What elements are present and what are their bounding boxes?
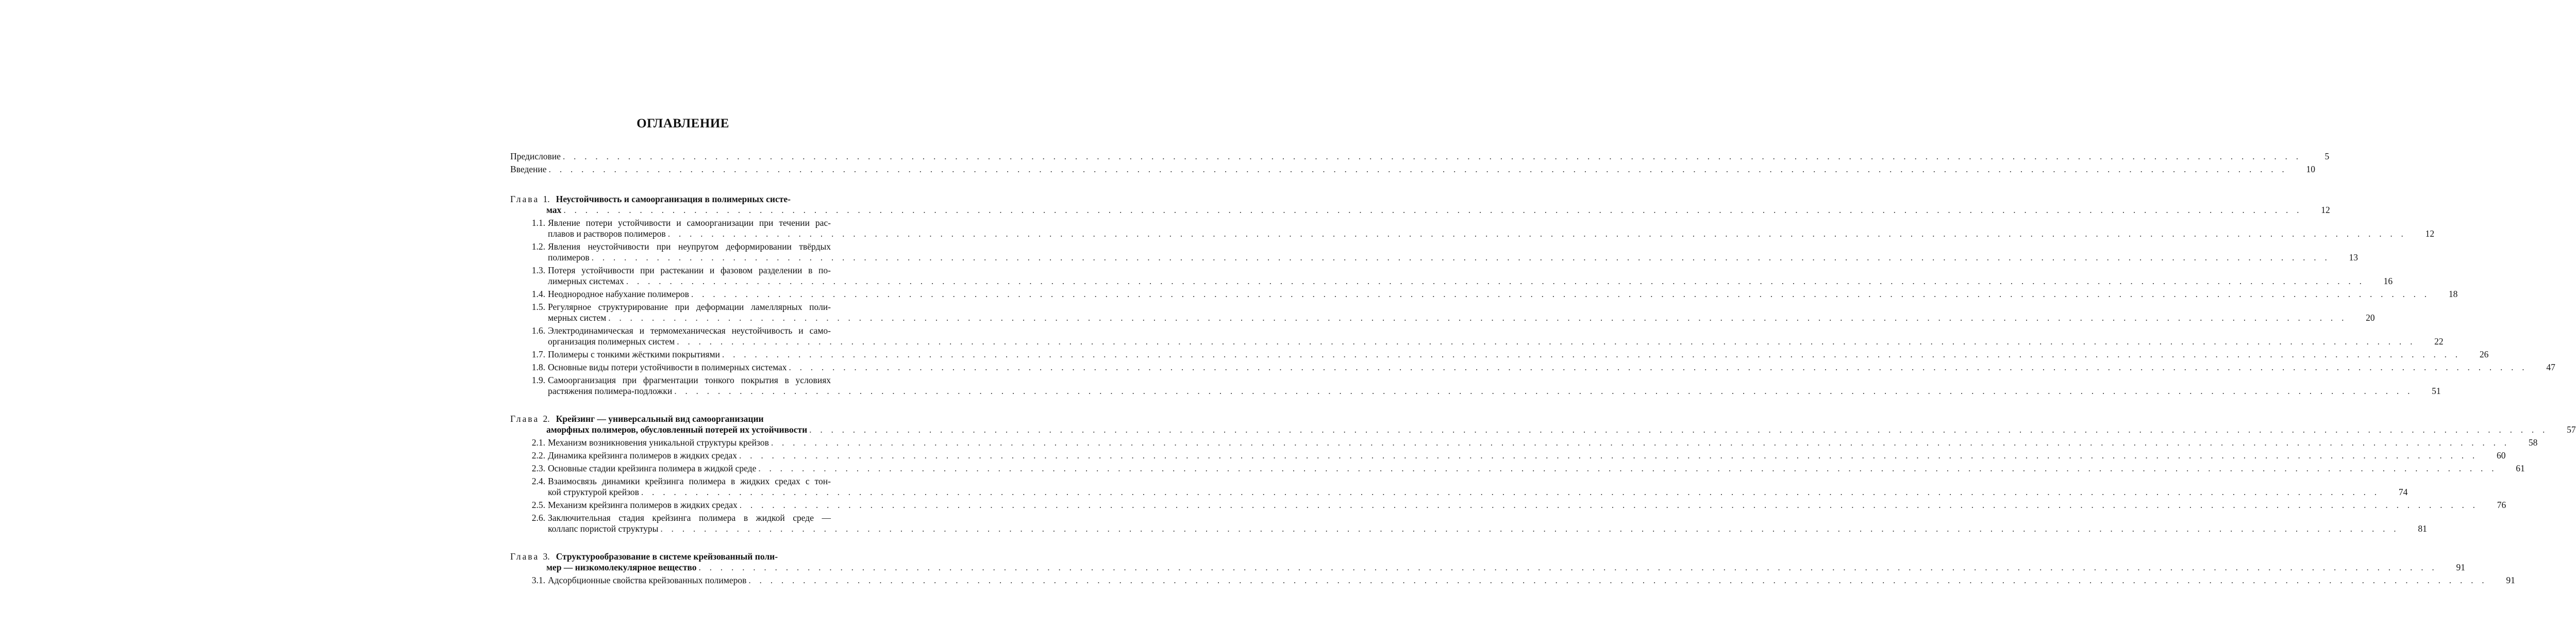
toc-section[interactable] [510, 513, 2427, 534]
chapter-page: 57 [2567, 424, 2576, 435]
section-title: Механизм возникновения уникальной структуры крейзов [548, 437, 771, 448]
chapter-label-word: Глава [510, 551, 540, 562]
chapter-heading[interactable] [510, 414, 856, 424]
section-title: полимеров [548, 252, 592, 262]
dot-leader: . . . . . . . . . . . . . . . . . . . . . . . . . . . . . . . . . . . . . . . . . . . . . . . . . . . . . . . . . . . . . . . . . . . . . . . . . . . . . . . . . . . . . . . . . . . . . . . . . . . . . . . . . . . . . . . . . . . . . . . . . . . . . . . . . . . . . . . . . . . . . . . . . . . . . . . . . . . . . . . . [563, 205, 2302, 215]
toc-entry-page: 5 [2324, 151, 2330, 161]
dot-leader: . . . . . . . . . . . . . . . . . . . . . . . . . . . . . . . . . . . . . . . . . . . . . . . . . . . . . . . . . . . . . . . . . . . . . . . . . . . . . . . . . . . . . . . . . . . . . . . . . . . . . . . . . . . . . . . . . . . . . . . . . . . . . . . . . . . . . . . . . . . . . . . . . . . . . . . . . . . . . . . . [722, 349, 2461, 359]
section-line [548, 386, 2441, 397]
dot-leader: . . . . . . . . . . . . . . . . . . . . . . . . . . . . . . . . . . . . . . . . . . . . . . . . . . . . . . . . . . . . . . . . . . . . . . . . . . . . . . . . . . . . . . . . . . . . . . . . . . . . . . . . . . . . . . . . . . . . . . . . . . . . . . . . . . . . . . . . . . . . . . . . . . . . . . . . . . . . . . . . [748, 575, 2487, 585]
section-number: 1.5. [531, 302, 545, 312]
toc-section[interactable] [510, 450, 2506, 461]
dot-leader: . . . . . . . . . . . . . . . . . . . . . . . . . . . . . . . . . . . . . . . . . . . . . . . . . . . . . . . . . . . . . . . . . . . . . . . . . . . . . . . . . . . . . . . . . . . . . . . . . . . . . . . . . . . . . . . . . . . . . . . . . . . . . . . . . . . . . . . . . . . . . . . . . . . . . . . . . . . . . . . . [809, 424, 2548, 435]
section-body [548, 476, 2408, 498]
section-line [548, 336, 2444, 347]
chapter-page: 91 [2456, 562, 2465, 572]
section-page: 58 [2528, 437, 2538, 448]
toc-section[interactable] [510, 476, 2408, 498]
dot-leader: . . . . . . . . . . . . . . . . . . . . . . . . . . . . . . . . . . . . . . . . . . . . . . . . . . . . . . . . . . . . . . . . . . . . . . . . . . . . . . . . . . . . . . . . . . . . . . . . . . . . . . . . . . . . . . . . . . . . . . . . . . . . . . . . . . . . . . . . . . . . . . . . . . . . . . . . . . . . . . . . [771, 437, 2510, 448]
section-page: 26 [2479, 349, 2489, 359]
section-body [548, 362, 2555, 373]
dot-leader: . . . . . . . . . . . . . . . . . . . . . . . . . . . . . . . . . . . . . . . . . . . . . . . . . . . . . . . . . . . . . . . . . . . . . . . . . . . . . . . . . . . . . . . . . . . . . . . . . . . . . . . . . . . . . . . . . . . . . . . . . . . . . . . . . . . . . . . . . . . . . . . . . . . . . . . . . . . . . . . . [677, 336, 2416, 347]
section-body [548, 325, 2444, 347]
section-body [548, 349, 2489, 360]
dot-leader: . . . . . . . . . . . . . . . . . . . . . . . . . . . . . . . . . . . . . . . . . . . . . . . . . . . . . . . . . . . . . . . . . . . . . . . . . . . . . . . . . . . . . . . . . . . . . . . . . . . . . . . . . . . . . . . . . . . . . . . . . . . . . . . . . . . . . . . . . . . . . . . . . . . . . . . . . . . . . . . . [667, 228, 2407, 239]
toc-entry-line[interactable] [510, 151, 2330, 162]
section-title: Динамика крейзинга полимеров в жидких средах [548, 450, 739, 461]
toc-section[interactable] [510, 325, 2444, 347]
dot-leader: . . . . . . . . . . . . . . . . . . . . . . . . . . . . . . . . . . . . . . . . . . . . . . . . . . . . . . . . . . . . . . . . . . . . . . . . . . . . . . . . . . . . . . . . . . . . . . . . . . . . . . . . . . . . . . . . . . . . . . . . . . . . . . . . . . . . . . . . . . . . . . . . . . . . . . . . . . . . . . . . [660, 523, 2399, 534]
section-title: Полимеры с тонкими жёсткими покрытиями [548, 349, 722, 359]
dot-leader: . . . . . . . . . . . . . . . . . . . . . . . . . . . . . . . . . . . . . . . . . . . . . . . . . . . . . . . . . . . . . . . . . . . . . . . . . . . . . . . . . . . . . . . . . . . . . . . . . . . . . . . . . . . . . . . . . . . . . . . . . . . . . . . . . . . . . . . . . . . . . . . . . . . . . . . . . . . . . . . . [739, 450, 2478, 461]
section-line [548, 313, 2375, 323]
toc-page [510, 0, 2576, 640]
toc-entry-line[interactable] [510, 164, 2315, 175]
chapter-label [510, 551, 550, 562]
section-number: 2.6. [531, 513, 545, 523]
section-page: 47 [2546, 362, 2555, 372]
section-number: 2.4. [531, 476, 545, 486]
section-title: плавов и растворов полимеров [548, 228, 668, 239]
chapter-label [510, 414, 550, 424]
section-number: 2.2. [531, 450, 545, 461]
section-title: мерных систем [548, 313, 608, 323]
section-line [548, 228, 2435, 239]
section-line [548, 362, 2555, 373]
dot-leader: . . . . . . . . . . . . . . . . . . . . . . . . . . . . . . . . . . . . . . . . . . . . . . . . . . . . . . . . . . . . . . . . . . . . . . . . . . . . . . . . . . . . . . . . . . . . . . . . . . . . . . . . . . . . . . . . . . . . . . . . . . . . . . . . . . . . . . . . . . . . . . . . . . . . . . . . . . . . . . . . [626, 276, 2365, 286]
section-line [548, 276, 2393, 287]
chapter-title: мер — низкомолекулярное вещество [546, 562, 699, 572]
section-body [548, 302, 2375, 323]
section-line [548, 575, 2515, 586]
toc-section[interactable] [510, 349, 2489, 360]
section-page: 74 [2398, 487, 2408, 497]
section-body [548, 513, 2427, 534]
chapter-line [510, 424, 2576, 435]
dot-leader: . . . . . . . . . . . . . . . . . . . . . . . . . . . . . . . . . . . . . . . . . . . . . . . . . . . . . . . . . . . . . . . . . . . . . . . . . . . . . . . . . . . . . . . . . . . . . . . . . . . . . . . . . . . . . . . . . . . . . . . . . . . . . . . . . . . . . . . . . . . . . . . . . . . . . . . . . . . . . . . . [591, 252, 2331, 262]
chapter-title: Структурообразование в системе крейзованный поли- [556, 551, 778, 562]
section-number: 2.5. [531, 500, 545, 510]
section-body [548, 241, 2358, 263]
chapter-label-word: Глава [510, 194, 540, 204]
chapter-heading[interactable] [510, 194, 856, 205]
chapter-title: Неустойчивость и самоорганизация в полимерных систе- [556, 194, 791, 204]
chapter-page: 12 [2321, 205, 2330, 215]
section-number: 1.3. [531, 265, 545, 275]
section-title: коллапс пористой структуры [548, 523, 660, 534]
section-title: Адсорбционные свойства крейзованных полимеров [548, 575, 748, 585]
section-page: 16 [2383, 276, 2393, 286]
section-body [548, 375, 2441, 397]
table-of-contents [510, 151, 2576, 586]
dot-leader: . . . . . . . . . . . . . . . . . . . . . . . . . . . . . . . . . . . . . . . . . . . . . . . . . . . . . . . . . . . . . . . . . . . . . . . . . . . . . . . . . . . . . . . . . . . . . . . . . . . . . . . . . . . . . . . . . . . . . . . . . . . . . . . . . . . . . . . . . . . . . . . . . . . . . . . . . . . . . . . . [548, 164, 2287, 174]
section-line [548, 500, 2506, 511]
section-number: 3.1. [531, 575, 545, 585]
section-title-line1: Потеря устойчивости при растекании и фазовом разделении в по- [548, 265, 831, 275]
section-body [548, 289, 2458, 300]
section-body [548, 437, 2538, 448]
dot-leader: . . . . . . . . . . . . . . . . . . . . . . . . . . . . . . . . . . . . . . . . . . . . . . . . . . . . . . . . . . . . . . . . . . . . . . . . . . . . . . . . . . . . . . . . . . . . . . . . . . . . . . . . . . . . . . . . . . . . . . . . . . . . . . . . . . . . . . . . . . . . . . . . . . . . . . . . . . . . . . . . [739, 500, 2479, 510]
section-title-line1: Явление потери устойчивости и самоорганизации при течении рас- [548, 218, 831, 228]
section-page: 18 [2448, 289, 2458, 299]
toc-section[interactable] [510, 362, 2555, 373]
section-title: организация полимерных систем [548, 336, 677, 347]
section-title: растяжения полимера-подложки [548, 386, 674, 396]
toc-section[interactable] [510, 289, 2458, 300]
chapter-line [510, 562, 2465, 573]
chapter-line [510, 205, 2330, 216]
section-title: кой структурой крейзов [548, 487, 641, 497]
dot-leader: . . . . . . . . . . . . . . . . . . . . . . . . . . . . . . . . . . . . . . . . . . . . . . . . . . . . . . . . . . . . . . . . . . . . . . . . . . . . . . . . . . . . . . . . . . . . . . . . . . . . . . . . . . . . . . . . . . . . . . . . . . . . . . . . . . . . . . . . . . . . . . . . . . . . . . . . . . . . . . . . [691, 289, 2430, 299]
section-page: 81 [2418, 523, 2427, 534]
section-page: 60 [2496, 450, 2506, 461]
chapter-label-word: Глава [510, 414, 540, 424]
section-page: 61 [2516, 463, 2525, 473]
toc-section[interactable] [510, 375, 2441, 397]
toc-section[interactable] [510, 218, 2435, 239]
chapter-title: мах [546, 205, 563, 215]
section-page: 22 [2434, 336, 2444, 347]
section-body [548, 463, 2525, 474]
toc-section[interactable] [510, 500, 2506, 511]
section-page: 76 [2497, 500, 2506, 510]
dot-leader: . . . . . . . . . . . . . . . . . . . . . . . . . . . . . . . . . . . . . . . . . . . . . . . . . . . . . . . . . . . . . . . . . . . . . . . . . . . . . . . . . . . . . . . . . . . . . . . . . . . . . . . . . . . . . . . . . . . . . . . . . . . . . . . . . . . . . . . . . . . . . . . . . . . . . . . . . . . . . . . . [674, 386, 2413, 396]
section-title: Неоднородное набухание полимеров [548, 289, 691, 299]
dot-leader: . . . . . . . . . . . . . . . . . . . . . . . . . . . . . . . . . . . . . . . . . . . . . . . . . . . . . . . . . . . . . . . . . . . . . . . . . . . . . . . . . . . . . . . . . . . . . . . . . . . . . . . . . . . . . . . . . . . . . . . . . . . . . . . . . . . . . . . . . . . . . . . . . . . . . . . . . . . . . . . . [758, 463, 2497, 473]
section-number: 1.4. [531, 289, 545, 299]
section-line [548, 450, 2506, 461]
section-page: 20 [2366, 313, 2375, 323]
section-body [548, 450, 2506, 461]
chapter-label [510, 194, 550, 205]
section-page: 12 [2425, 228, 2435, 239]
section-line [548, 437, 2538, 448]
section-number: 1.8. [531, 362, 545, 372]
section-line [548, 289, 2458, 300]
chapter-heading[interactable] [510, 551, 856, 562]
chapter-block [510, 194, 2330, 216]
toc-section[interactable] [510, 437, 2538, 448]
toc-entry-title: Предисловие [510, 151, 563, 161]
section-number: 2.1. [531, 437, 545, 448]
section-title-line1: Электродинамическая и термомеханическая неустойчивость и само- [548, 325, 831, 336]
section-title: Основные виды потери устойчивости в полимерных системах [548, 362, 789, 372]
section-page: 51 [2432, 386, 2441, 396]
chapter-block [510, 414, 2576, 435]
section-title: Механизм крейзинга полимеров в жидких средах [548, 500, 740, 510]
toc-entry-page: 10 [2306, 164, 2315, 174]
chapter-number: 2. [543, 414, 550, 424]
chapter-number: 3. [543, 551, 550, 562]
section-line [548, 523, 2427, 534]
section-title-line1: Самоорганизация при фрагментации тонкого покрытия в условиях [548, 375, 831, 385]
section-line [548, 487, 2408, 498]
chapter-title: аморфных полимеров, обусловленный потерей их устойчивости [546, 424, 809, 435]
section-number: 2.3. [531, 463, 545, 473]
section-number: 1.7. [531, 349, 545, 359]
dot-leader: . . . . . . . . . . . . . . . . . . . . . . . . . . . . . . . . . . . . . . . . . . . . . . . . . . . . . . . . . . . . . . . . . . . . . . . . . . . . . . . . . . . . . . . . . . . . . . . . . . . . . . . . . . . . . . . . . . . . . . . . . . . . . . . . . . . . . . . . . . . . . . . . . . . . . . . . . . . . . . . . [641, 487, 2380, 497]
section-line [548, 463, 2525, 474]
dot-leader: . . . . . . . . . . . . . . . . . . . . . . . . . . . . . . . . . . . . . . . . . . . . . . . . . . . . . . . . . . . . . . . . . . . . . . . . . . . . . . . . . . . . . . . . . . . . . . . . . . . . . . . . . . . . . . . . . . . . . . . . . . . . . . . . . . . . . . . . . . . . . . . . . . . . . . . . . . . . . . . . [608, 313, 2347, 323]
dot-leader: . . . . . . . . . . . . . . . . . . . . . . . . . . . . . . . . . . . . . . . . . . . . . . . . . . . . . . . . . . . . . . . . . . . . . . . . . . . . . . . . . . . . . . . . . . . . . . . . . . . . . . . . . . . . . . . . . . . . . . . . . . . . . . . . . . . . . . . . . . . . . . . . . . . . . . . . . . . . . . . . [789, 362, 2528, 372]
section-title-line1: Явления неустойчивости при неупругом деформировании твёрдых [548, 241, 831, 252]
section-body [548, 218, 2435, 239]
section-number: 1.6. [531, 325, 545, 336]
toc-section[interactable] [510, 302, 2375, 323]
section-line [548, 252, 2358, 263]
section-title: лимерных системах [548, 276, 626, 286]
section-body [548, 265, 2393, 287]
dot-leader: . . . . . . . . . . . . . . . . . . . . . . . . . . . . . . . . . . . . . . . . . . . . . . . . . . . . . . . . . . . . . . . . . . . . . . . . . . . . . . . . . . . . . . . . . . . . . . . . . . . . . . . . . . . . . . . . . . . . . . . . . . . . . . . . . . . . . . . . . . . . . . . . . . . . . . . . . . . . . . . . [698, 562, 2437, 572]
chapter-block [510, 551, 2465, 573]
dot-leader: . . . . . . . . . . . . . . . . . . . . . . . . . . . . . . . . . . . . . . . . . . . . . . . . . . . . . . . . . . . . . . . . . . . . . . . . . . . . . . . . . . . . . . . . . . . . . . . . . . . . . . . . . . . . . . . . . . . . . . . . . . . . . . . . . . . . . . . . . . . . . . . . . . . . . . . . . . . . . . . . [562, 151, 2302, 161]
section-number: 1.9. [531, 375, 545, 385]
section-line [548, 349, 2489, 360]
section-page: 13 [2349, 252, 2358, 262]
section-number: 1.2. [531, 241, 545, 252]
page-title: ОГЛАВЛЕНИЕ [637, 117, 729, 130]
section-body [548, 575, 2515, 586]
section-body [548, 500, 2506, 511]
section-page: 91 [2506, 575, 2515, 585]
toc-section[interactable] [510, 575, 2515, 586]
toc-section[interactable] [510, 463, 2525, 474]
section-title-line1: Взаимосвязь динамики крейзинга полимера в жидких средах с тон- [548, 476, 831, 486]
section-title-line1: Регулярное структурирование при деформации ламеллярных поли- [548, 302, 831, 312]
toc-entry-title: Введение [510, 164, 549, 174]
section-number: 1.1. [531, 218, 545, 228]
section-title: Основные стадии крейзинга полимера в жидкой среде [548, 463, 758, 473]
toc-section[interactable] [510, 265, 2393, 287]
chapter-number: 1. [543, 194, 550, 204]
section-title-line1: Заключительная стадия крейзинга полимера в жидкой среде — [548, 513, 831, 523]
chapter-title: Крейзинг — универсальный вид самоорганизации [556, 414, 764, 424]
toc-section[interactable] [510, 241, 2358, 263]
